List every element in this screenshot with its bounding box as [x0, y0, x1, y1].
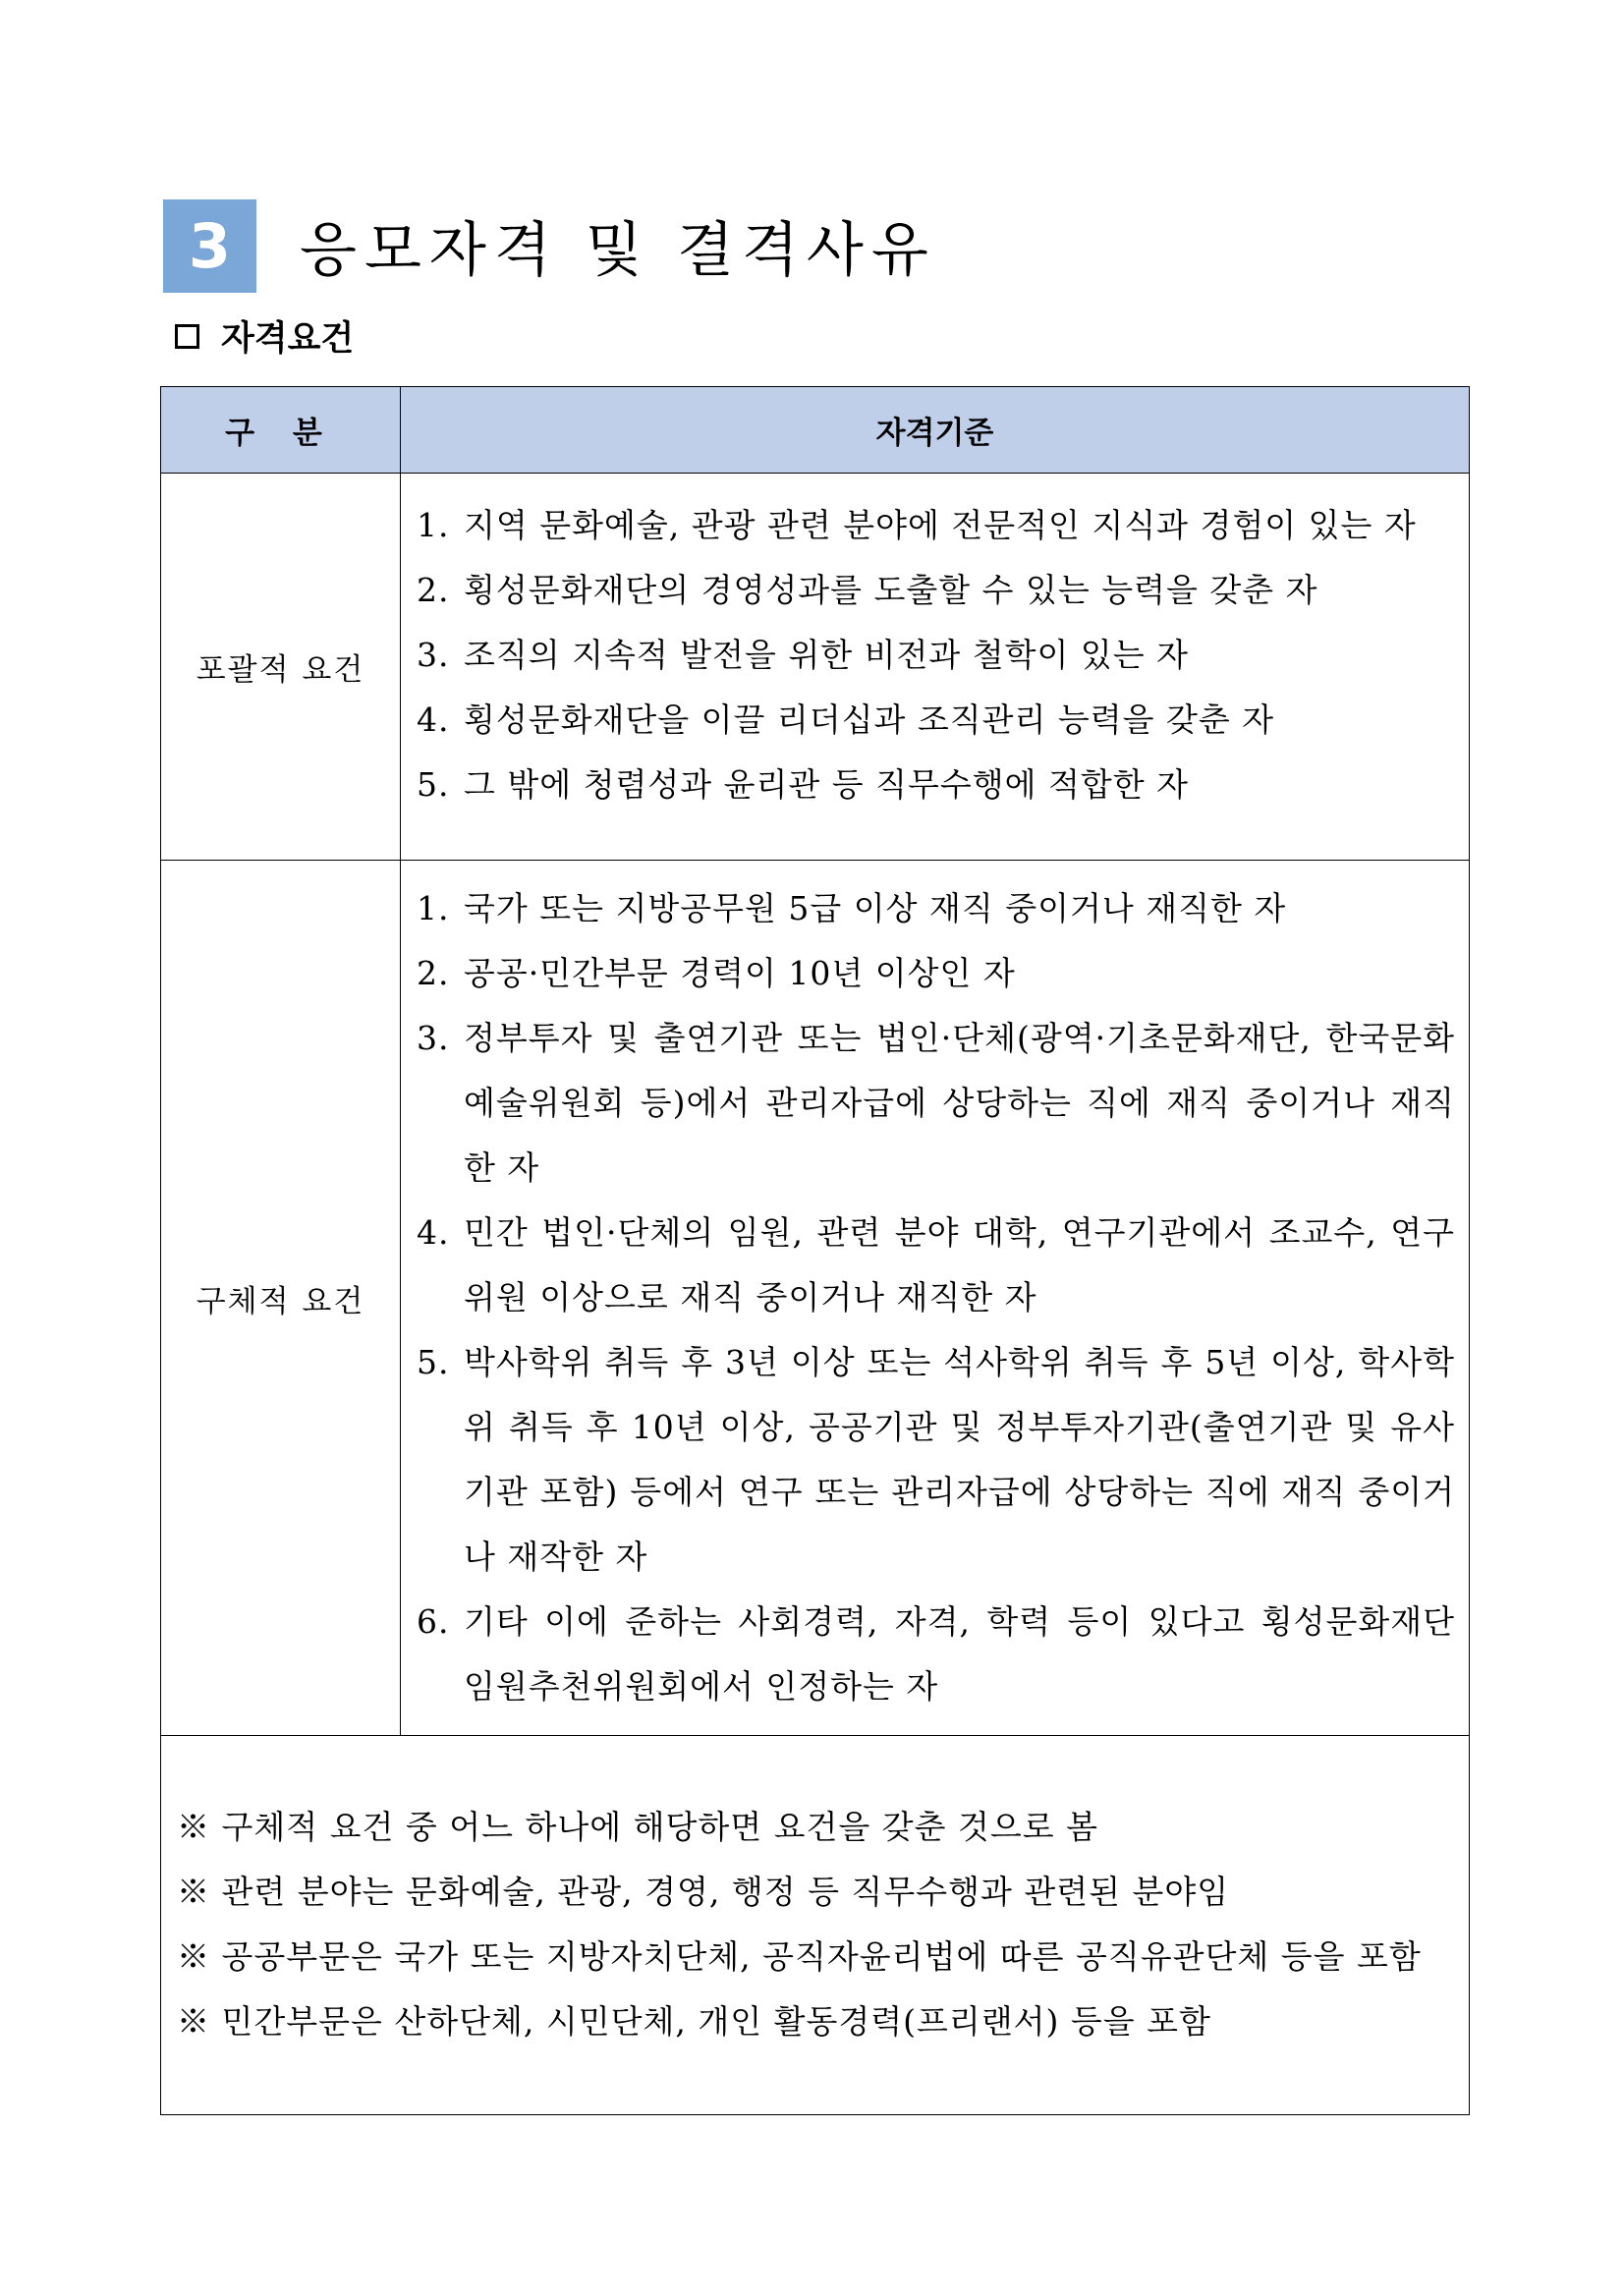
section-heading	[163, 198, 936, 293]
item-number: 2.	[417, 571, 450, 609]
item-text: 정부투자 및 출연기관 또는 법인·단체(광역·기초문화재단, 한국문화예술위원회 등)에서 관리자급에 상당하는 직에 재직 중이거나 재직한 자	[464, 1019, 1455, 1187]
list-item	[417, 941, 1455, 1006]
list-item	[417, 623, 1455, 688]
note-item: ※ 구체적 요건 중 어느 하나에 해당하면 요건을 갖춘 것으로 봄	[177, 1808, 1098, 1846]
item-number: 1.	[417, 889, 450, 927]
item-number: 4.	[417, 1213, 450, 1252]
item-text: 지역 문화예술, 관광 관련 분야에 전문적인 지식과 경험이 있는 자	[464, 506, 1417, 544]
item-text: 공공·민간부문 경력이 10년 이상인 자	[464, 954, 1016, 992]
list-item	[417, 1006, 1455, 1201]
list-item	[417, 876, 1455, 941]
table-header-row	[161, 387, 1470, 474]
item-text: 기타 이에 준하는 사회경력, 자격, 학력 등이 있다고 횡성문화재단 임원추천위원회에서 인정하는 자	[464, 1602, 1455, 1706]
item-number: 6.	[417, 1602, 450, 1641]
criteria-cell	[401, 474, 1470, 861]
subheading-label: 자격요건	[221, 319, 355, 359]
item-text: 국가 또는 지방공무원 5급 이상 재직 중이거나 재직한 자	[464, 889, 1287, 927]
note-item: ※ 공공부문은 국가 또는 지방자치단체, 공직자윤리법에 따른 공직유관단체 등을 포함	[177, 1937, 1422, 1976]
item-number: 2.	[417, 954, 450, 992]
header-category: 구 분	[161, 387, 401, 474]
item-text: 횡성문화재단의 경영성과를 도출할 수 있는 능력을 갖춘 자	[464, 571, 1318, 609]
notes-cell	[161, 1736, 1470, 2115]
item-number: 5.	[417, 1343, 450, 1381]
list-item	[417, 688, 1455, 753]
table-row-general	[161, 474, 1470, 861]
subheading	[175, 312, 354, 360]
qualification-table	[160, 386, 1470, 2115]
list-item	[417, 1201, 1455, 1330]
category-cell: 포괄적 요건	[161, 474, 401, 861]
item-text: 조직의 지속적 발전을 위한 비전과 철학이 있는 자	[464, 636, 1189, 674]
notes-list	[161, 1736, 1469, 2054]
checkbox-square-icon	[175, 324, 199, 349]
table-row-specific	[161, 861, 1470, 1736]
criteria-list	[401, 861, 1469, 1719]
note-item: ※ 관련 분야는 문화예술, 관광, 경영, 행정 등 직무수행과 관련된 분야임	[177, 1873, 1230, 1911]
header-criteria: 자격기준	[401, 387, 1470, 474]
list-item	[417, 1590, 1455, 1719]
item-text: 횡성문화재단을 이끌 리더십과 조직관리 능력을 갖춘 자	[464, 700, 1275, 739]
criteria-list	[401, 474, 1469, 817]
note-item: ※ 민간부문은 산하단체, 시민단체, 개인 활동경력(프리랜서) 등을 포함	[177, 2002, 1211, 2041]
item-number: 3.	[417, 1019, 450, 1057]
list-item	[417, 1330, 1455, 1590]
list-item	[417, 753, 1455, 817]
list-item	[417, 493, 1455, 558]
item-number: 3.	[417, 636, 450, 674]
item-number: 1.	[417, 506, 450, 544]
item-text: 그 밖에 청렴성과 윤리관 등 직무수행에 적합한 자	[464, 765, 1189, 804]
item-text: 박사학위 취득 후 3년 이상 또는 석사학위 취득 후 5년 이상, 학사학위 취득 후 10년 이상, 공공기관 및 정부투자기관(출연기관 및 유사기관 포함) 등에서 연구 또는 관리자급에 상당하는 직에 재직 중이거나 재작한 자	[464, 1343, 1455, 1576]
item-text: 민간 법인·단체의 임원, 관련 분야 대학, 연구기관에서 조교수, 연구위원 이상으로 재직 중이거나 재직한 자	[464, 1213, 1455, 1316]
section-title: 응모자격 및 결격사유	[300, 216, 936, 285]
section-number-badge: 3	[163, 199, 256, 293]
criteria-cell	[401, 861, 1470, 1736]
item-number: 5.	[417, 765, 450, 804]
item-number: 4.	[417, 700, 450, 739]
list-item	[417, 558, 1455, 623]
table-row-notes	[161, 1736, 1470, 2115]
category-cell: 구체적 요건	[161, 861, 401, 1736]
